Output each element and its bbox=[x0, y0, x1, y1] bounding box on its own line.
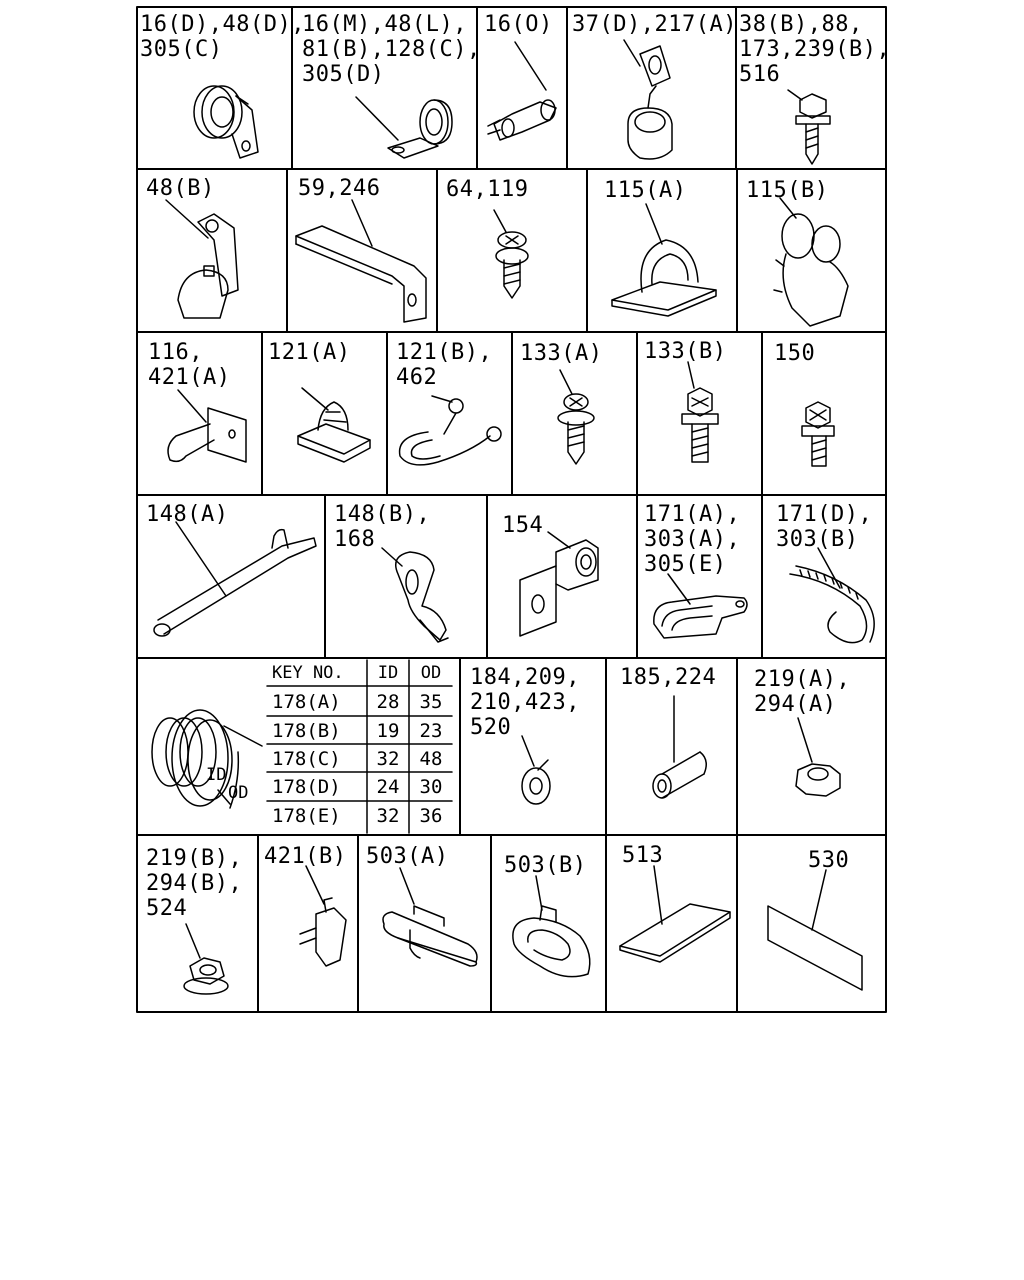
part-number-line: 173,239(B), bbox=[739, 37, 891, 62]
dimension-label-od: OD bbox=[228, 783, 249, 803]
part-number-line: 81(B),128(C), bbox=[302, 37, 481, 62]
part-number-line: 219(B), bbox=[146, 846, 243, 871]
part-label bbox=[268, 340, 350, 365]
part-number-line: 520 bbox=[470, 715, 512, 740]
part-number-line: 16(O) bbox=[484, 12, 553, 37]
part-number-line: 303(B) bbox=[776, 527, 859, 552]
part-label bbox=[140, 12, 305, 62]
part-label bbox=[776, 502, 872, 552]
dimension-label-id: ID bbox=[206, 765, 227, 785]
loop-clamp-illustration bbox=[513, 876, 590, 977]
small-clip-illustration bbox=[300, 866, 346, 966]
part-label bbox=[644, 502, 740, 577]
part-number-line: 305(D) bbox=[302, 62, 385, 87]
part-number-line: 462 bbox=[396, 365, 438, 390]
pad-illustration bbox=[620, 866, 730, 962]
part-label bbox=[470, 665, 580, 740]
table-row-id: 32 bbox=[376, 748, 400, 770]
part-label bbox=[746, 178, 828, 203]
part-label bbox=[739, 12, 890, 87]
part-number-line: 64,119 bbox=[446, 177, 529, 202]
part-number-line: 171(D), bbox=[776, 502, 873, 527]
part-label bbox=[572, 12, 737, 37]
part-number-line: 121(A) bbox=[268, 340, 351, 365]
part-number-line: 305(C) bbox=[140, 37, 223, 62]
part-label bbox=[302, 12, 481, 87]
table-row-key: 178(D) bbox=[272, 776, 341, 798]
part-number-line: 148(B), bbox=[334, 502, 431, 527]
table-header-od: OD bbox=[420, 663, 442, 683]
table-row-id: 19 bbox=[376, 720, 400, 742]
part-number-line: 37(D),217(A) bbox=[572, 12, 737, 37]
part-number-line: 421(A) bbox=[148, 365, 231, 390]
part-number-line: 115(A) bbox=[604, 178, 687, 203]
part-label bbox=[502, 513, 543, 538]
part-number-line: 116, bbox=[148, 340, 203, 365]
table-row-id: 32 bbox=[376, 805, 400, 827]
part-number-line: 121(B), bbox=[396, 340, 493, 365]
table-row-od: 35 bbox=[419, 691, 443, 713]
table-row-key: 178(C) bbox=[272, 748, 341, 770]
table-row-key: 178(A) bbox=[272, 691, 341, 713]
part-number-line: 148(A) bbox=[146, 502, 229, 527]
table-header-id: ID bbox=[377, 663, 399, 683]
part-label bbox=[148, 340, 230, 390]
part-label bbox=[620, 665, 716, 690]
part-number-line: 150 bbox=[774, 341, 816, 366]
part-label bbox=[754, 667, 850, 717]
clip-base-illustration bbox=[612, 204, 716, 316]
part-number-line: 530 bbox=[808, 848, 850, 873]
tie-clip-illustration bbox=[400, 396, 501, 465]
part-number-line: 503(A) bbox=[366, 844, 449, 869]
table-row-od: 30 bbox=[419, 776, 443, 798]
part-number-line: 48(B) bbox=[146, 176, 215, 201]
table-row-od: 23 bbox=[419, 720, 443, 742]
part-label bbox=[604, 178, 686, 203]
part-label bbox=[484, 12, 553, 37]
tube-illustration bbox=[653, 696, 706, 798]
part-number-line: 516 bbox=[739, 62, 781, 87]
part-number-line: 38(B),88, bbox=[739, 12, 863, 37]
part-number-line: 154 bbox=[502, 513, 544, 538]
part-number-line: 59,246 bbox=[298, 176, 381, 201]
table-header-key: KEY NO. bbox=[272, 663, 344, 683]
spacer-bracket-illustration bbox=[520, 532, 598, 636]
spring-clip-illustration bbox=[654, 574, 747, 638]
cable-tie-illustration bbox=[790, 548, 874, 643]
part-label bbox=[644, 339, 726, 364]
p-clamp-illustration bbox=[356, 97, 452, 158]
part-label bbox=[774, 341, 815, 366]
harness-clip-illustration bbox=[382, 548, 448, 642]
part-label bbox=[334, 502, 430, 552]
table-row-od: 36 bbox=[419, 805, 443, 827]
part-number-line: 524 bbox=[146, 896, 188, 921]
part-label bbox=[264, 844, 346, 869]
part-number-line: 184,209, bbox=[470, 665, 580, 690]
part-number-line: 294(A) bbox=[754, 692, 837, 717]
table-row-id: 28 bbox=[376, 691, 400, 713]
bracket-illustration bbox=[166, 200, 238, 318]
part-number-line: 171(A), bbox=[644, 502, 741, 527]
double-clip-illustration bbox=[774, 198, 848, 326]
clip-illustration bbox=[194, 86, 258, 158]
push-clip-illustration bbox=[298, 388, 370, 462]
part-label bbox=[146, 502, 228, 527]
part-label bbox=[520, 341, 602, 366]
table-row-id: 24 bbox=[376, 776, 400, 798]
part-number-line: 16(M),48(L), bbox=[302, 12, 467, 37]
part-number-line: 305(E) bbox=[644, 552, 727, 577]
hook-clip-illustration bbox=[168, 390, 246, 462]
part-number-line: 303(A), bbox=[644, 527, 741, 552]
part-label bbox=[622, 843, 663, 868]
bolt-illustration bbox=[682, 362, 718, 462]
part-label bbox=[146, 176, 215, 201]
clip-with-tab-illustration bbox=[624, 40, 672, 159]
part-number-line: 210,423, bbox=[470, 690, 580, 715]
screw-illustration bbox=[558, 370, 594, 464]
part-label bbox=[446, 177, 528, 202]
part-number-line: 133(B) bbox=[644, 339, 727, 364]
flange-nut-illustration bbox=[184, 924, 228, 994]
table-row-key: 178(E) bbox=[272, 805, 341, 827]
part-label bbox=[504, 853, 586, 878]
washer-illustration bbox=[522, 736, 550, 804]
part-label bbox=[298, 176, 380, 201]
part-label bbox=[146, 846, 242, 921]
table-row-key: 178(B) bbox=[272, 720, 341, 742]
part-number-line: 185,224 bbox=[620, 665, 717, 690]
long-bracket-illustration bbox=[296, 200, 426, 322]
band-clip-illustration bbox=[383, 868, 477, 966]
part-number-line: 219(A), bbox=[754, 667, 851, 692]
part-label bbox=[396, 340, 492, 390]
part-number-line: 16(D),48(D), bbox=[140, 12, 305, 37]
table-row-od: 48 bbox=[419, 748, 443, 770]
nut-illustration bbox=[796, 718, 840, 796]
connector-clip-illustration bbox=[488, 42, 556, 140]
label-plate-illustration bbox=[768, 870, 862, 990]
bolt-illustration bbox=[788, 90, 830, 164]
part-number-line: 133(A) bbox=[520, 341, 603, 366]
screw-illustration bbox=[494, 210, 528, 298]
part-label bbox=[808, 848, 849, 873]
part-number-line: 503(B) bbox=[504, 853, 587, 878]
part-number-line: 168 bbox=[334, 527, 376, 552]
part-number-line: 294(B), bbox=[146, 871, 243, 896]
part-number-line: 513 bbox=[622, 843, 664, 868]
part-label bbox=[366, 844, 448, 869]
part-number-line: 115(B) bbox=[746, 178, 829, 203]
strap-illustration bbox=[154, 522, 316, 636]
bolt-illustration bbox=[802, 402, 834, 466]
part-number-line: 421(B) bbox=[264, 844, 347, 869]
